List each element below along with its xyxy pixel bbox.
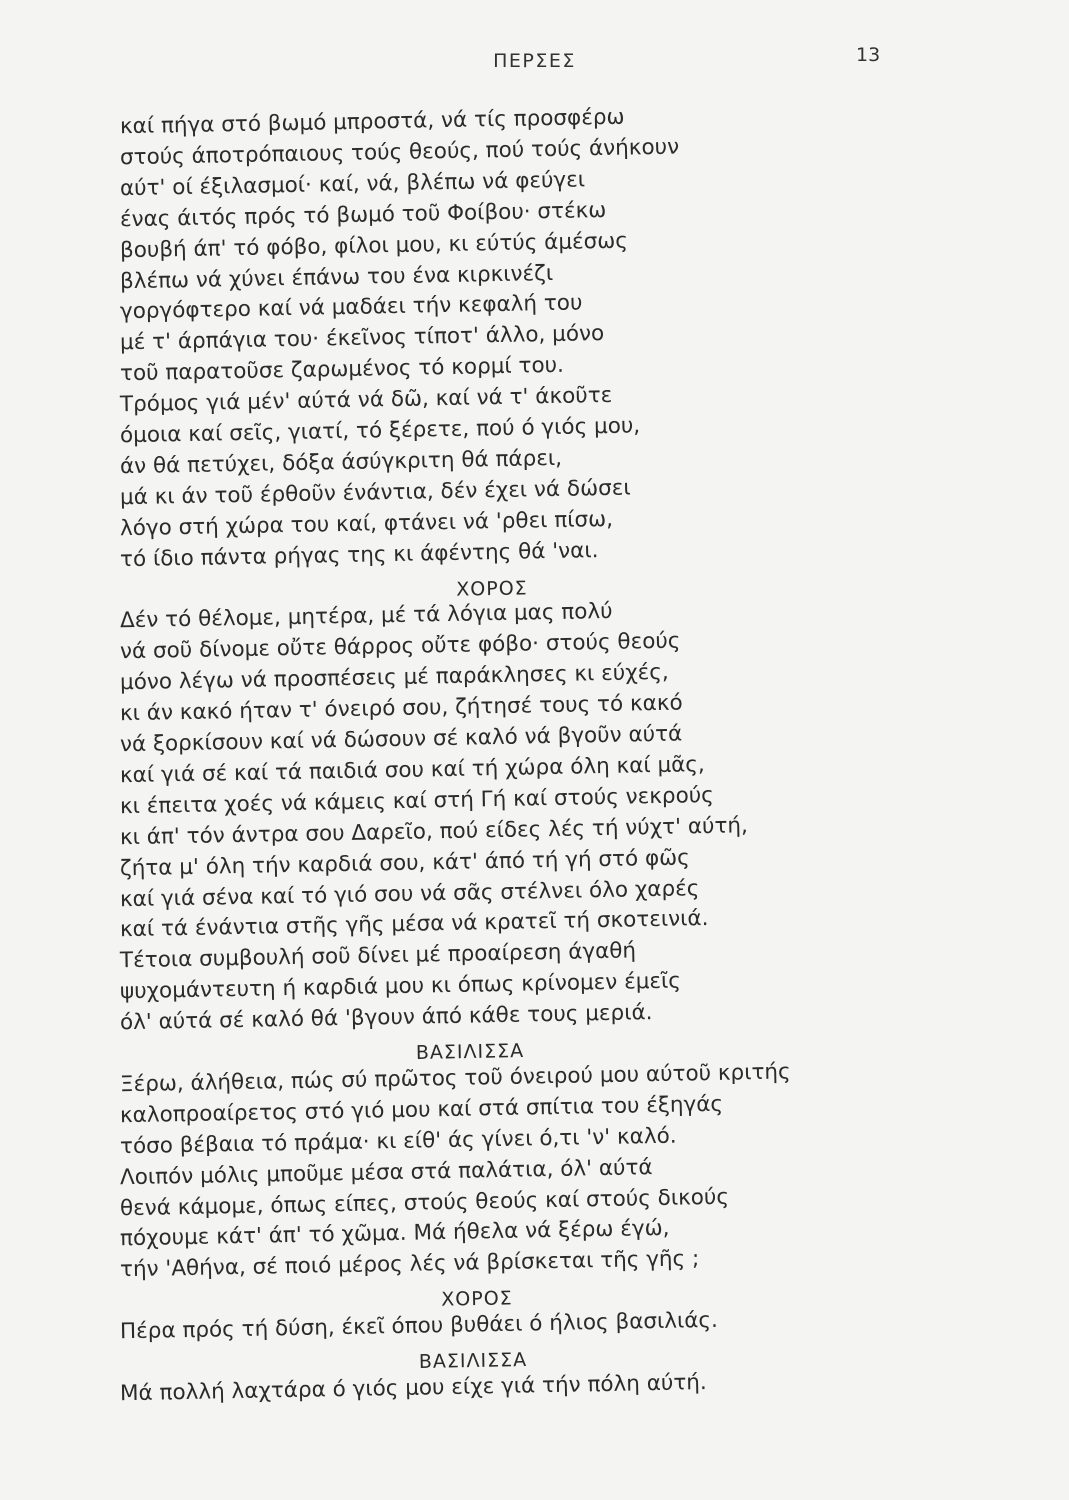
verse-line: καί γιά σέ καί τά παιδιά σου καί τή χώρα όλη καί μᾶς, xyxy=(119,751,706,789)
verse-line: τήν 'Αθήνα, σέ ποιό μέρος λές νά βρίσκεται τῆς γῆς ; xyxy=(119,1246,700,1283)
verse-line: κι άν κακό ήταν τ' όνειρό σου, ζήτησέ τους τό κακό xyxy=(119,690,683,727)
verse-line: στούς άποτρόπαιους τούς θεούς, πού τούς άνήκουν xyxy=(119,134,680,171)
verse-line: Ξέρω, άλήθεια, πώς σύ πρῶτος τοῦ όνειρού μου αύτοῦ κριτής xyxy=(119,1059,791,1098)
speaker-label: ΧΟΡΟΣ xyxy=(456,576,528,601)
verse-line: όλ' αύτά σέ καλό θά 'βγουν άπό κάθε τους μεριά. xyxy=(119,1000,653,1036)
verse-line: Πέρα πρός τή δύση, έκεῖ όπου βυθάει ό ήλιος βασιλιάς. xyxy=(119,1307,719,1345)
verse-line: Τρόμος γιά μέν' αύτά νά δῶ, καί νά τ' άκοῦτε xyxy=(119,382,613,418)
verse-line: νά ξορκίσουν καί νά δώσουν σέ καλό νά βγοῦν αύτά xyxy=(119,721,683,758)
verse-line: τόσο βέβαια τό πράμα· κι είθ' άς γίνει ό,τι 'ν' καλό. xyxy=(119,1123,677,1159)
verse-line: τοῦ παρατοῦσε ζαρωμένος τό κορμί του. xyxy=(119,352,565,387)
verse-line: μά κι άν τοῦ έρθοῦν ένάντια, δέν έχει νά δώσει xyxy=(119,475,631,511)
verse-line: αύτ' οί έξιλασμοί· καί, νά, βλέπω νά φεύγει xyxy=(119,167,586,202)
verse-line: μέ τ' άρπάγια του· έκεῖνος τίποτ' άλλο, μόνο xyxy=(119,321,605,356)
verse-line: γοργόφτερο καί νά μαδάει τήν κεφαλή του xyxy=(119,290,583,325)
verse-line: λόγο στή χώρα του καί, φτάνει νά 'ρθει πίσω, xyxy=(119,506,614,541)
speaker-label: ΒΑΣΙΛΙΣΣΑ xyxy=(418,1349,528,1373)
verse-line: Τέτοια συμβουλή σοῦ δίνει μέ προαίρεση άγαθή xyxy=(119,938,637,974)
verse-line: μόνο λέγω νά προσπέσεις μέ παράκλησες κι εύχές, xyxy=(119,659,669,696)
speaker-label: ΧΟΡΟΣ xyxy=(441,1287,513,1311)
running-title: ΠΕΡΣΕΣ xyxy=(493,50,576,72)
verse-line: ψυχομάντευτη ή καρδιά μου κι όπως κρίνομεν έμεῖς xyxy=(119,968,682,1005)
verse-line: τό ίδιο πάντα ρήγας της κι άφέντης θά 'ναι. xyxy=(119,537,599,572)
speaker-label: ΒΑΣΙΛΙΣΣΑ xyxy=(415,1040,525,1064)
verse-line: θενά κάμομε, όπως είπες, στούς θεούς καί στούς δικούς xyxy=(119,1184,730,1221)
verse-line: άν θά πετύχει, δόξα άσύγκριτη θά πάρει, xyxy=(119,445,563,480)
verse-line: καί πήγα στό βωμό μπροστά, νά τίς προσφέρω xyxy=(119,104,625,140)
verse-line: νά σοῦ δίνομε οὔτε θάρρος οὔτε φόβο· στούς θεούς xyxy=(119,628,681,665)
verse-line: βλέπω νά χύνει έπάνω του ένα κιρκινέζι xyxy=(119,260,554,294)
verse-line: ένας άιτός πρός τό βωμό τοῦ Φοίβου· στέκω xyxy=(119,197,607,232)
verse-line: βουβή άπ' τό φόβο, φίλοι μου, κι εύτύς άμέσως xyxy=(119,228,629,263)
verse-line: καλοπροαίρετος στό γιό μου καί στά σπίτια του έξηγάς xyxy=(119,1091,724,1129)
verse-line: πόχουμε κάτ' άπ' τό χῶμα. Μά ήθελα νά ξέρω έγώ, xyxy=(119,1216,670,1252)
verse-line: κι έπειτα χοές νά κάμεις καί στή Γή καί στούς νεκρούς xyxy=(119,782,715,820)
verse-line: Λοιπόν μόλις μποῦμε μέσα στά παλάτια, όλ' αύτά xyxy=(119,1154,653,1190)
verse-line: καί τά ένάντια στῆς γῆς μέσα νά κρατεῖ τή σκοτεινιά. xyxy=(119,906,709,943)
verse-line: κι άπ' τόν άντρα σου Δαρεῖο, πού είδες λές τή νύχτ' αύτή, xyxy=(119,812,749,850)
verse-line: ζήτα μ' όλη τήν καρδιά σου, κάτ' άπό τή γή στό φῶς xyxy=(119,844,691,881)
verse-line: Δέν τό θέλομε, μητέρα, μέ τά λόγια μας πολύ xyxy=(119,599,613,634)
page-number: 13 xyxy=(856,44,881,66)
verse-line: καί γιά σένα καί τό γιό σου νά σᾶς στέλνει όλο χαρές xyxy=(119,875,700,912)
verse-line: Μά πολλή λαχτάρα ό γιός μου είχε γιά τήν πόλη αύτή. xyxy=(119,1369,707,1407)
verse-line: όμοια καί σεῖς, γιατί, τό ξέρετε, πού ό γιός μου, xyxy=(119,413,641,449)
